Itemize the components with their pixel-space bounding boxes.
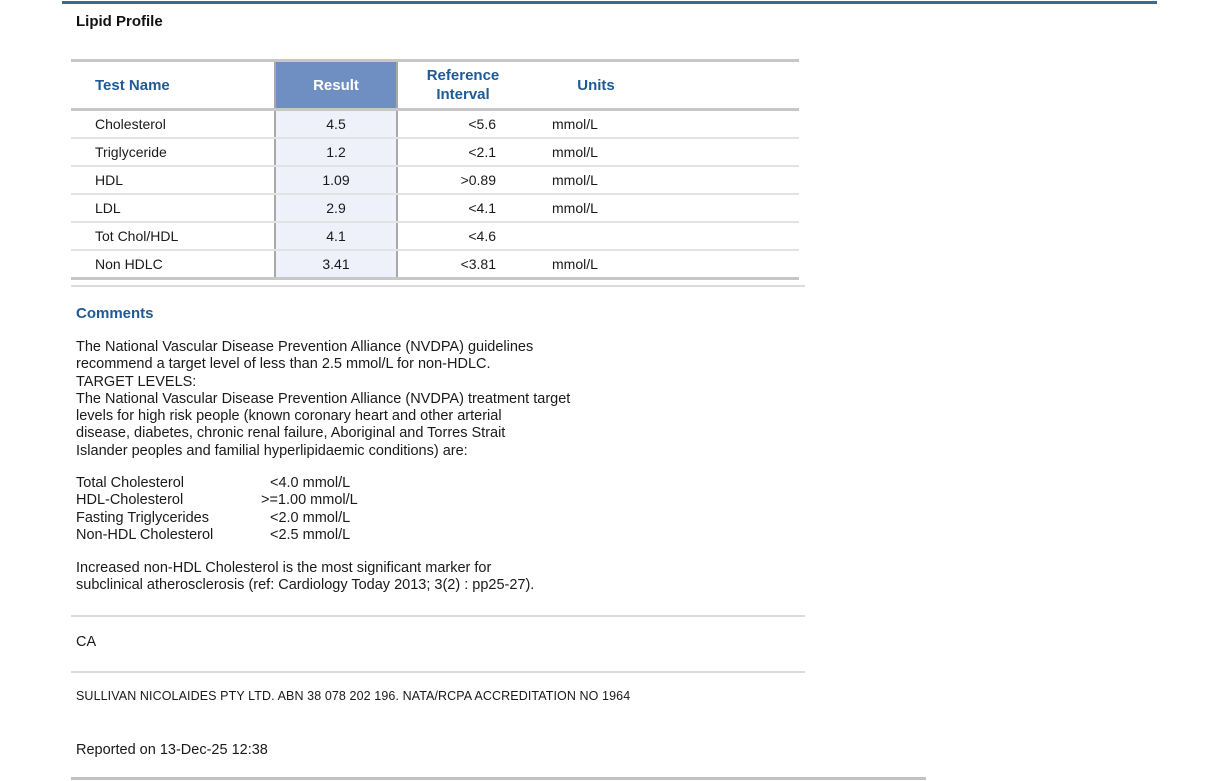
test-name: HDL (71, 166, 275, 194)
comment-line: The National Vascular Disease Prevention Alliance (NVDPA) guidelines (76, 339, 534, 355)
blank-cell (664, 250, 799, 279)
test-name: Non HDLC (71, 250, 275, 279)
header-reference-interval (397, 61, 528, 110)
reference-interval: <4.6 (397, 222, 528, 250)
test-name: Cholesterol (71, 110, 275, 139)
units: mmol/L (528, 250, 664, 279)
test-name: LDL (71, 194, 275, 222)
test-name: Triglyceride (71, 138, 275, 166)
comment-line: Islander peoples and familial hyperlipidaemic conditions) are: (76, 442, 468, 459)
blank-cell (664, 110, 799, 139)
header-blank (664, 61, 799, 110)
table-row (71, 222, 799, 250)
section-title: Lipid Profile (76, 13, 163, 30)
units (528, 222, 664, 250)
test-result: 1.2 (275, 138, 397, 166)
table-row (71, 194, 799, 222)
bottom-divider (71, 777, 926, 780)
accreditation-text: SULLIVAN NICOLAIDES PTY LTD. ABN 38 078 202 196. NATA/RCPA ACCREDITATION NO 1964 (76, 689, 631, 703)
marker-note (76, 560, 534, 595)
reference-interval: >0.89 (397, 166, 528, 194)
blank-cell (664, 194, 799, 222)
target-row (76, 492, 390, 509)
comments-title: Comments (76, 305, 154, 322)
target-value: >=1.00 mmol/L (261, 492, 358, 509)
target-row (76, 510, 390, 527)
divider (71, 285, 805, 287)
comment-line: recommend a target level of less than 2.5 mmol/L for non-HDLC. (76, 356, 491, 373)
blank-cell (664, 166, 799, 194)
target-label: Non-HDL Cholesterol (76, 526, 214, 543)
marker-line: Increased non-HDL Cholesterol is the most significant marker for (76, 560, 492, 576)
target-row (76, 475, 390, 492)
table-row (71, 110, 799, 139)
table-header-row (71, 61, 799, 110)
blank-cell (664, 138, 799, 166)
table-row (71, 138, 799, 166)
divider (71, 671, 805, 673)
test-result: 4.5 (275, 110, 397, 139)
reference-interval: <4.1 (397, 194, 528, 222)
table-row (71, 250, 799, 279)
lipid-results-table (71, 59, 799, 280)
target-label: HDL-Cholesterol (76, 492, 184, 509)
header-reference-line2: Interval (436, 86, 490, 103)
units: mmol/L (528, 110, 664, 139)
test-result: 1.09 (275, 166, 397, 194)
target-value: <4.0 mmol/L (270, 475, 351, 491)
reported-timestamp: Reported on 13-Dec-25 12:38 (76, 742, 268, 758)
test-result: 2.9 (275, 194, 397, 222)
reference-interval: <3.81 (397, 250, 528, 279)
target-value: <2.0 mmol/L (270, 509, 351, 526)
comment-line: levels for high risk people (known coronary heart and other arterial (76, 408, 502, 425)
marker-line: subclinical atherosclerosis (ref: Cardiology Today 2013; 3(2) : pp25-27). (76, 577, 535, 594)
header-result: Result (275, 61, 397, 110)
top-divider (62, 1, 1157, 4)
units: mmol/L (528, 166, 664, 194)
comments-text (76, 339, 570, 460)
table-row (71, 166, 799, 194)
header-test-name: Test Name (71, 61, 275, 110)
blank-cell (664, 222, 799, 250)
header-units: Units (528, 61, 664, 110)
reviewer-initials: CA (76, 634, 97, 650)
target-levels-list (76, 475, 390, 544)
divider (71, 615, 805, 617)
comment-line: The National Vascular Disease Prevention Alliance (NVDPA) treatment target (76, 390, 571, 407)
header-reference-line1: Reference (426, 67, 500, 84)
target-label: Fasting Triglycerides (76, 509, 209, 526)
units: mmol/L (528, 138, 664, 166)
target-label: Total Cholesterol (76, 475, 184, 491)
target-row (76, 527, 390, 544)
units: mmol/L (528, 194, 664, 222)
reference-interval: <5.6 (397, 110, 528, 139)
comment-line: disease, diabetes, chronic renal failure, Aboriginal and Torres Strait (76, 425, 506, 442)
test-result: 3.41 (275, 250, 397, 279)
comment-line: TARGET LEVELS: (76, 373, 197, 390)
test-result: 4.1 (275, 222, 397, 250)
reference-interval: <2.1 (397, 138, 528, 166)
target-value: <2.5 mmol/L (270, 526, 351, 543)
test-name: Tot Chol/HDL (71, 222, 275, 250)
